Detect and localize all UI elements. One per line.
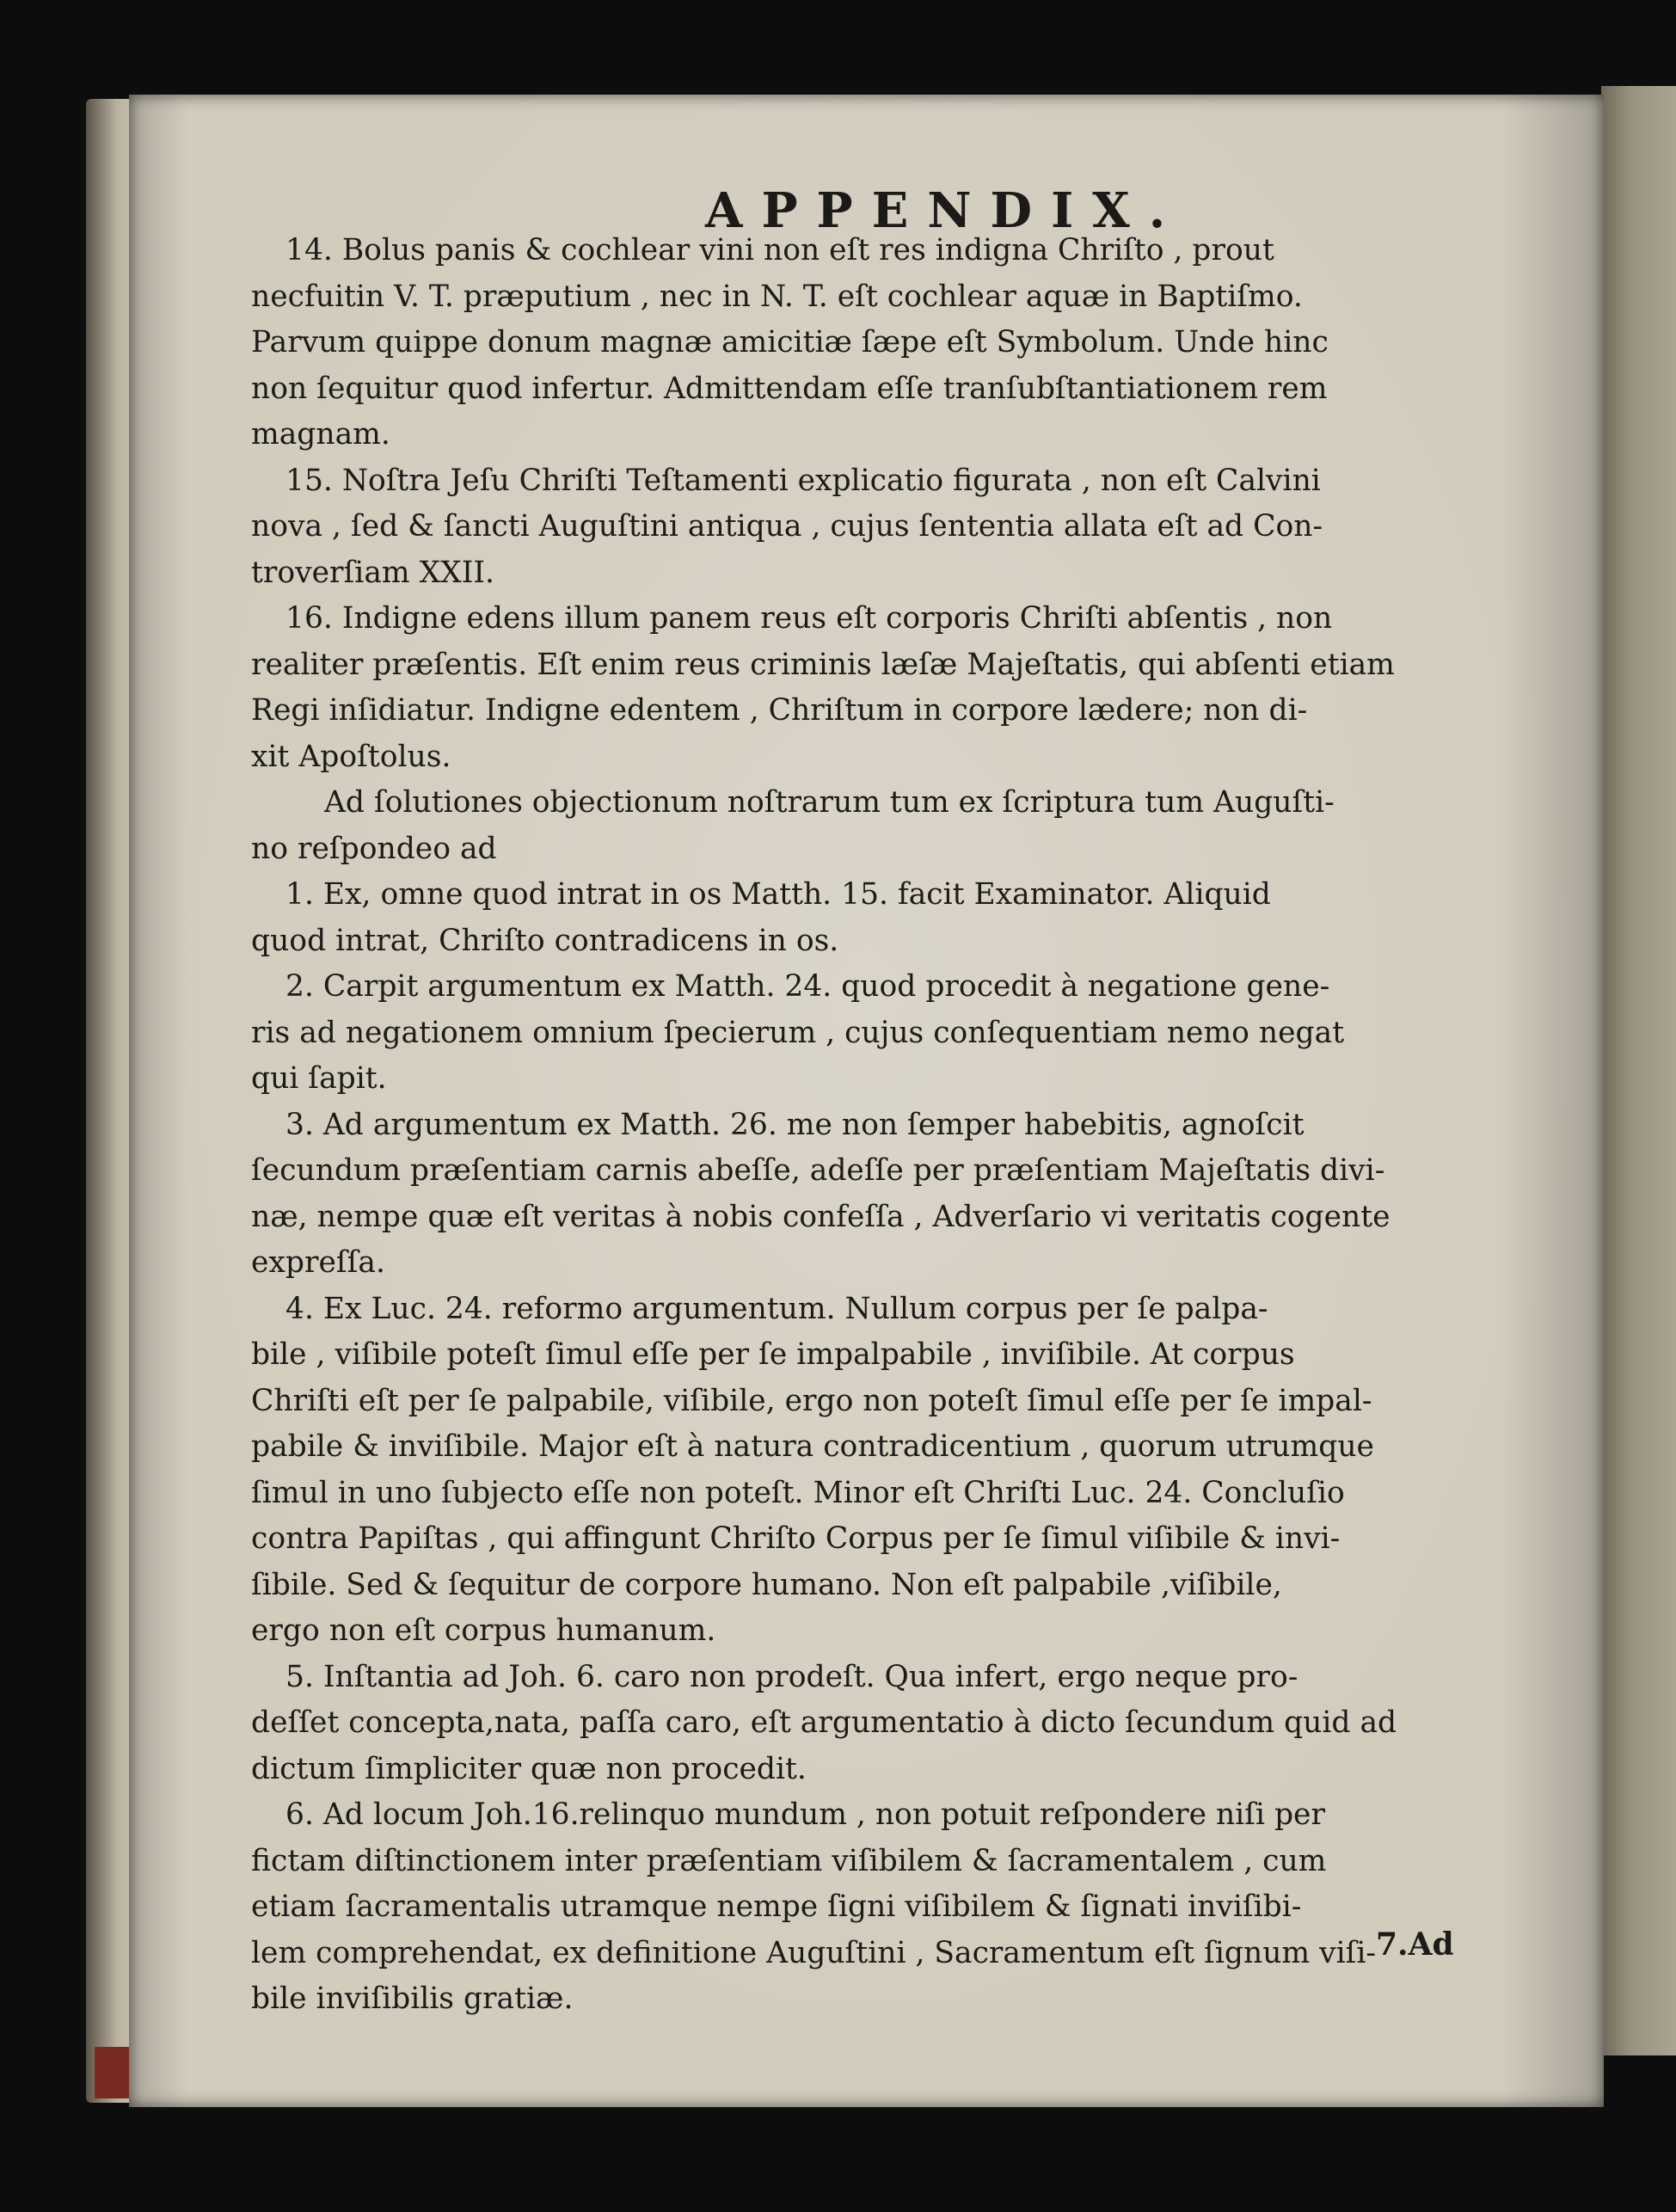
text-line: expreſſa. — [251, 1245, 385, 1280]
text-line: Chriſti eſt per ſe palpabile, viſibile, ergo non poteſt ſimul eſſe per ſe impal- — [251, 1383, 1372, 1418]
text-line: 2. Carpit argumentum ex Matth. 24. quod procedit à negatione gene- — [285, 969, 1330, 1004]
text-line: Parvum quippe donum magnæ amicitiæ ſæpe eſt Symbolum. Unde hinc — [251, 325, 1329, 359]
text-line: 16. Indigne edens illum panem reus eſt corporis Chriſti abſentis , non — [285, 601, 1333, 636]
text-line: qui ſapit. — [251, 1061, 387, 1096]
text-line: xit Apoſtolus. — [251, 739, 451, 774]
text-line: 6. Ad locum Joh.16.relinquo mundum , non potuit reſpondere niſi per — [285, 1797, 1325, 1832]
page-edge-right — [1601, 86, 1676, 2055]
text-line: quod intrat, Chriſto contradicens in os. — [251, 923, 839, 958]
text-line: 5. Inſtantia ad Joh. 6. caro non prodeſt. Qua infert, ergo neque pro- — [285, 1659, 1298, 1694]
text-line: næ, nempe quæ eſt veritas à nobis confeſſa , Adverſario vi veritatis cogente — [251, 1199, 1391, 1234]
body-text — [251, 228, 1464, 2023]
text-line: magnam. — [251, 417, 390, 452]
text-line: nova , ſed & ſancti Auguſtini antiqua , cujus ſententia allata eſt ad Con- — [251, 509, 1323, 544]
text-line: realiter præſentis. Eſt enim reus criminis læſæ Majeſtatis, qui abſenti etiam — [251, 647, 1395, 682]
text-line: Regi inſidiatur. Indigne edentem , Chriſtum in corpore lædere; non di- — [251, 693, 1308, 728]
text-line: 15. Noſtra Jeſu Chriſti Teſtamenti explicatio figurata , non eſt Calvini — [285, 463, 1321, 498]
text-line: 4. Ex Luc. 24. reformo argumentum. Nullum corpus per ſe palpa- — [285, 1291, 1268, 1326]
text-line: troverſiam XXII. — [251, 555, 494, 590]
text-line: no reſpondeo ad — [251, 831, 497, 866]
text-line: necfuitin V. T. præputium , nec in N. T. eſt cochlear aquæ in Baptiſmo. — [251, 279, 1303, 314]
page-header: APPENDIX. — [705, 182, 1185, 239]
text-line: 1. Ex, omne quod intrat in os Matth. 15. facit Examinator. Aliquid — [285, 877, 1271, 912]
text-line: contra Papiſtas , qui affingunt Chriſto Corpus per ſe ſimul viſibile & invi- — [251, 1521, 1341, 1556]
text-line: ris ad negationem omnium ſpecierum , cujus conſequentiam nemo negat — [251, 1015, 1345, 1050]
text-line: lem comprehendat, ex definitione Auguſtini , Sacramentum eſt ſignum viſi- — [251, 1935, 1377, 1970]
text-line: dictum ſimpliciter quæ non procedit. — [251, 1751, 807, 1786]
text-line: ſimul in uno ſubjecto eſſe non poteſt. Minor eſt Chriſti Luc. 24. Concluſio — [251, 1475, 1345, 1510]
text-line: Ad ſolutiones objectionum noſtrarum tum ex ſcriptura tum Auguſti- — [324, 785, 1335, 820]
text-line: bile inviſibilis gratiæ. — [251, 1982, 574, 2016]
text-line: etiam ſacramentalis utramque nempe ſigni viſibilem & ſignati inviſibi- — [251, 1889, 1302, 1924]
catchword: 7.Ad — [1376, 1926, 1454, 1963]
text-line: ſecundum præſentiam carnis abeſſe, adeſſe per præſentiam Majeſtatis divi- — [251, 1153, 1385, 1188]
text-line: 3. Ad argumentum ex Matth. 26. me non ſemper habebitis, agnoſcit — [285, 1107, 1305, 1142]
text-line: ſibile. Sed & ſequitur de corpore humano. Non eſt palpabile ,viſibile, — [251, 1567, 1282, 1602]
text-line: ergo non eſt corpus humanum. — [251, 1613, 716, 1648]
text-line: bile , viſibile poteſt ſimul eſſe per ſe impalpabile , inviſibile. At corpus — [251, 1337, 1295, 1372]
text-line: non ſequitur quod infertur. Admittendam eſſe tranſubſtantiationem rem — [251, 371, 1328, 406]
text-line: pabile & inviſibile. Major eſt à natura contradicentium , quorum utrumque — [251, 1429, 1374, 1464]
text-line: deſſet concepta,nata, paſſa caro, eſt argumentatio à dicto ſecundum quid ad — [251, 1705, 1397, 1740]
text-line: fictam diſtinctionem inter præſentiam viſibilem & ſacramentalem , cum — [251, 1843, 1327, 1878]
text-line: 14. Bolus panis & cochlear vini non eſt res indigna Chriſto , prout — [285, 233, 1274, 267]
